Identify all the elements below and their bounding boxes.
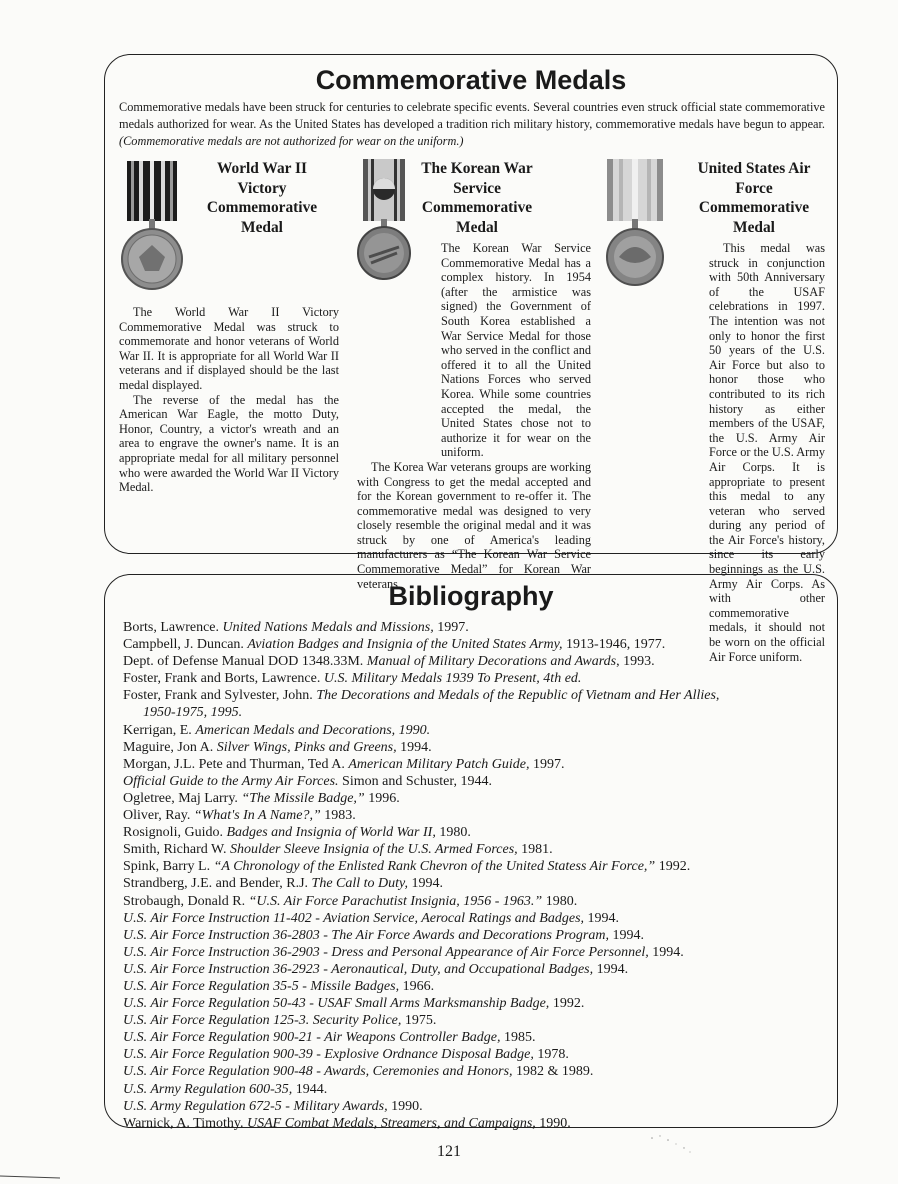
entry-author: Foster, Frank and Sylvester, John. xyxy=(123,688,317,704)
intro-note: (Commemorative medals are not authorized for wear on the uniform.) xyxy=(119,134,464,148)
entry-author: Strandberg, J.E. and Bender, R.J. xyxy=(123,876,312,892)
entry-title: U.S. Air Force Instruction 36-2903 - Dress and Personal Appearance of Air Force Personnel, xyxy=(123,944,649,960)
bibliography-entry xyxy=(123,773,823,790)
bibliography-entry xyxy=(123,756,823,773)
bibliography-entry xyxy=(123,1098,823,1115)
entry-author: Maguire, Jon A. xyxy=(123,739,217,755)
entry-title: U.S. Air Force Instruction 11-402 - Aviation Service, Aerocal Ratings and Badges, xyxy=(123,910,585,926)
entry-date: 1978. xyxy=(533,1047,569,1063)
entry-author: Strobaugh, Donald R. xyxy=(123,893,249,909)
entry-title: “A Chronology of the Enlisted Rank Chevron of the United Statess Air Force,” xyxy=(213,859,656,875)
medal-description xyxy=(119,305,339,495)
entry-date: 1913-1946, 1977. xyxy=(562,637,666,653)
entry-date: , 1993. xyxy=(616,654,655,670)
bibliography-entry xyxy=(123,910,823,927)
medal-paragraph: This medal was struck in conjunction with 50th Anniversary of the USAF celebrations in 1997. The intention was not only to honor the first 50 years of the U.S. Air Force but also to honor those who contributed to its rich history as either members of the USAF, the U.S. Army Air Force or the U.S. Army Air Corps. It is appropriate to present this medal to any veteran who served during any period of the Air Force's history, since its early beginnings as the U.S. Army Air Corps. As with other commemorative medals, it should not be worn on the official Air Force uniform. xyxy=(709,241,825,664)
entry-date: 1985. xyxy=(500,1030,536,1046)
entry-date: 1981. xyxy=(517,842,553,858)
bibliography-entry xyxy=(123,961,823,978)
entry-title: Aviation Badges and Insignia of the United States Army, xyxy=(247,637,563,653)
entry-title: “The Missile Badge,” xyxy=(241,790,365,806)
entry-date: 1994. xyxy=(648,944,684,960)
scan-specks xyxy=(640,1128,700,1158)
bibliography-entry xyxy=(123,1029,823,1046)
bibliography-entry xyxy=(123,704,823,721)
entry-date: 1982 & 1989. xyxy=(512,1064,594,1080)
entry-author: Borts, Lawrence. xyxy=(123,620,223,635)
entry-title: U.S. Air Force Regulation 900-48 - Awards, Ceremonies and Honors, xyxy=(123,1064,513,1080)
entry-date: 1944. xyxy=(292,1081,328,1097)
entry-author: Morgan, J.L. Pete and Thurman, Ted A. xyxy=(123,756,349,772)
entry-author: Spink, Barry L. xyxy=(123,859,214,875)
entry-date: Simon and Schuster, 1944. xyxy=(338,773,492,789)
bibliography-entry xyxy=(123,670,823,687)
entry-date: 1994. xyxy=(408,876,443,892)
entry-title: U.S. Air Force Regulation 900-21 - Air Weapons Controller Badge, xyxy=(123,1030,501,1046)
entry-title: United Nations Medals and Missions, xyxy=(222,620,434,635)
entry-author: Rosignoli, Guido. xyxy=(123,825,227,841)
bibliography-entry xyxy=(123,1063,823,1080)
entry-title: Shoulder Sleeve Insignia of the U.S. Armed Forces, xyxy=(229,842,518,858)
bibliography-entry xyxy=(123,893,823,910)
section-title: Bibliography xyxy=(388,581,554,611)
bibliography-entry xyxy=(123,807,823,824)
entry-title: Silver Wings, Pinks and Greens, xyxy=(216,739,397,755)
entry-date: 1997. xyxy=(433,620,469,635)
entry-title: The Decorations and Medals of the Republic of Vietnam and Her Allies, xyxy=(316,688,720,704)
bibliography-entry xyxy=(123,875,823,892)
bibliography-entry xyxy=(123,1115,823,1132)
intro-text: Commemorative medals have been struck for centuries to celebrate specific events. Several countries even struck official state commemorative medals authorized for wear. As the United States has developed a tradition rich military history, commemorative medals have begun to appear. xyxy=(119,100,825,131)
bibliography-entry xyxy=(123,722,823,739)
bibliography-section xyxy=(104,574,838,1131)
entry-title: American Medals and Decorations, 1990. xyxy=(195,722,431,738)
scan-edge-mark xyxy=(0,1170,60,1184)
medal-heading: World War II Victory Commemorative Medal xyxy=(206,160,318,236)
entry-author: Foster, Frank and Borts, Lawrence. xyxy=(123,671,324,687)
bibliography-entry xyxy=(123,824,823,841)
entry-title: U.S. Air Force Regulation 35-5 - Missile Badges, xyxy=(123,978,400,994)
bibliography-entry xyxy=(123,653,823,670)
entry-title: Badges and Insignia of World War II, xyxy=(226,825,436,841)
bibliography-entry xyxy=(123,619,823,636)
bibliography-entry xyxy=(123,841,823,858)
bibliography-entry xyxy=(123,1012,823,1029)
entry-author: Dept. of Defense Manual DOD 1348.33M. xyxy=(123,654,367,670)
medal-paragraph: The Korea War veterans groups are working with Congress to get the medal accepted and for the Korean government to re-offer it. The commemorative medal was designed to very closely resemble the original medal and it was struck by one of America's leading manufacturers as “The Korean War Service Commemorative Medal” for Korean War veterans. xyxy=(357,459,591,591)
entry-date: 1994. xyxy=(396,739,432,755)
medal-heading: The Korean War Service Commemorative Medal xyxy=(421,160,533,236)
entry-date: 1994. xyxy=(593,961,629,977)
entry-date: 1980. xyxy=(542,893,578,909)
entry-title: The Call to Duty, xyxy=(311,876,408,892)
intro-paragraph xyxy=(119,99,825,150)
entry-title: U.S. Military Medals 1939 To Present, 4th ed. xyxy=(323,671,582,687)
bibliography-entry xyxy=(123,927,823,944)
entry-title: Manual of Military Decorations and Awards xyxy=(366,654,617,670)
bibliography-list xyxy=(123,619,823,1132)
entry-title: USAF Combat Medals, Streamers, and Campaigns, xyxy=(246,1115,536,1131)
entry-title: U.S. Army Regulation 600-35, xyxy=(123,1081,293,1097)
entry-title: “U.S. Air Force Parachutist Insignia, 1956 - 1963.” xyxy=(248,893,543,909)
entry-title: U.S. Air Force Regulation 900-39 - Explosive Ordnance Disposal Badge, xyxy=(123,1047,534,1063)
entry-title: U.S. Air Force Regulation 50-43 - USAF Small Arms Marksmanship Badge, xyxy=(123,996,550,1012)
entry-title: U.S. Air Force Instruction 36-2923 - Aeronautical, Duty, and Occupational Badges, xyxy=(123,961,594,977)
entry-author: Warnick, A. Timothy. xyxy=(123,1115,247,1131)
entry-date: 1997. xyxy=(529,756,565,772)
entry-date: 1975. xyxy=(401,1013,437,1029)
entry-title: American Military Patch Guide, xyxy=(348,756,530,772)
section-title: Commemorative Medals xyxy=(315,65,627,95)
entry-author: Ogletree, Maj Larry. xyxy=(123,790,242,806)
bibliography-entry xyxy=(123,1046,823,1063)
entry-title: U.S. Air Force Regulation 125-3. Security Police, xyxy=(123,1013,402,1029)
bibliography-entry xyxy=(123,858,823,875)
entry-author: Smith, Richard W. xyxy=(123,842,230,858)
bibliography-entry xyxy=(123,995,823,1012)
bibliography-entry xyxy=(123,739,823,756)
entry-title: “What's In A Name?,” xyxy=(193,808,321,824)
bibliography-entry xyxy=(123,687,823,704)
entry-author: Kerrigan, E. xyxy=(123,722,196,738)
entry-date: 1990. xyxy=(387,1098,423,1114)
medal-description xyxy=(357,241,591,591)
bibliography-entry xyxy=(123,978,823,995)
entry-date: 1994. xyxy=(584,910,620,926)
entry-date: 1992. xyxy=(549,996,585,1012)
entry-title: U.S. Air Force Instruction 36-2803 - The Air Force Awards and Decorations Program, xyxy=(123,927,609,943)
entry-date: 1966. xyxy=(399,978,435,994)
medal-paragraph: The reverse of the medal has the American War Eagle, the motto Duty, Honor, Country, a victor's wreath and an area to engrave the owner's name. It is an appropriate medal for all military personnel who were awarded the World War II Victory Medal. xyxy=(119,392,339,495)
entry-author: Campbell, J. Duncan. xyxy=(123,637,248,653)
entry-author: Oliver, Ray. xyxy=(123,808,194,824)
entry-title: U.S. Army Regulation 672-5 - Military Awards, xyxy=(123,1098,388,1114)
page-number: 121 xyxy=(437,1143,461,1160)
bibliography-entry xyxy=(123,944,823,961)
entry-date: 1983. xyxy=(320,808,356,824)
entry-date: 1994. xyxy=(608,927,644,943)
entry-date: 1980. xyxy=(435,825,471,841)
entry-title: Official Guide to the Army Air Forces. xyxy=(123,773,339,789)
entry-date: 1990. xyxy=(535,1115,571,1131)
entry-date: 1992. xyxy=(655,859,691,875)
bibliography-entry xyxy=(123,790,823,807)
medal-paragraph: The Korean War Service Commemorative Medal has a complex history. In 1954 (after the armistice was signed) the Government of South Korea established a War Service Medal for those who served in the conflict and offered it to all the United Nations Forces who served Korea. While some countries accepted the medal, the United States chose not to authorize it for wear on the uniform. xyxy=(441,241,591,460)
medal-paragraph: The World War II Victory Commemorative Medal was struck to commemorate and honor veterans of World War II. It is appropriate for all World War II veterans and if displayed should be the last medal displayed. xyxy=(119,305,339,392)
bibliography-entry xyxy=(123,636,823,653)
wwii-victory-medal-image xyxy=(117,161,191,291)
medal-heading: United States Air Force Commemorative Medal xyxy=(697,160,811,236)
entry-date: 1996. xyxy=(364,790,400,806)
entry-title: 1950-1975, 1995. xyxy=(143,705,243,721)
bibliography-entry xyxy=(123,1081,823,1098)
